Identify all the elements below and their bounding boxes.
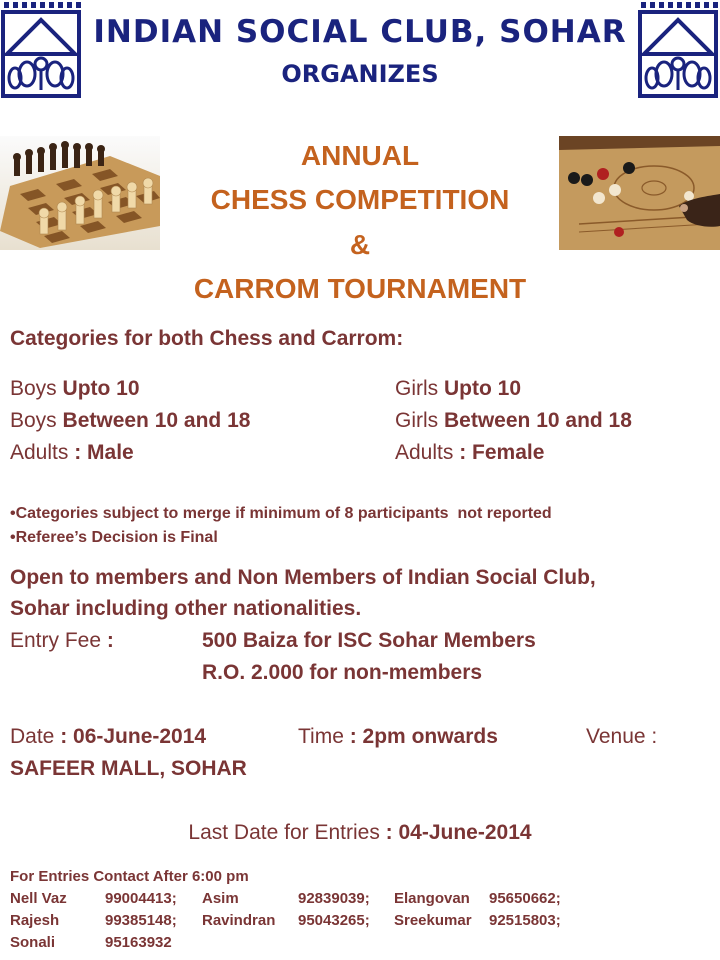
contact-phone: 99004413; [105,890,177,907]
note-merge: •Categories subject to merge if minimum of 8 participants not reported [10,505,552,522]
contact-phone: 99385148; [105,912,177,929]
time-label: Time [298,725,344,748]
contact-phone: 92515803; [489,912,561,929]
open-to-line1: Open to members and Non Members of Indian Social Club, [10,566,596,589]
contact-name: Sonali [10,934,56,951]
category-value: : Female [459,441,545,464]
category-value: Upto 10 [444,377,522,400]
category-adults-male [10,441,134,465]
club-title: INDIAN SOCIAL CLUB, SOHAR [93,14,627,50]
category-value: Between 10 and 18 [444,409,632,432]
category-prefix: Boys [10,409,63,432]
categories-heading: Categories for both Chess and Carrom: [10,327,404,350]
venue-value: SAFEER MALL, SOHAR [10,757,247,780]
category-adults-female [395,441,544,465]
contact-phone: 95043265; [298,912,370,929]
note-referee: •Referee’s Decision is Final [10,529,218,546]
category-boys-upto-10 [10,377,140,401]
fee-non-members: R.O. 2.000 for non-members [202,661,483,684]
last-date-entries [0,821,720,845]
category-boys-10-18 [10,409,250,433]
carrom-board-image [559,136,720,250]
category-prefix: Boys [10,377,63,400]
category-prefix: Girls [395,377,444,400]
contacts-heading: For Entries Contact After 6:00 pm [10,868,249,885]
headline-carrom: CARROM TOURNAMENT [193,273,527,304]
contact-phone: 92839039; [298,890,370,907]
category-girls-10-18 [395,409,632,433]
entry-fee-label [10,629,114,653]
date-value: : 06-June-2014 [54,725,207,748]
last-date-value: : 04-June-2014 [379,821,532,844]
headline-ampersand: & [349,229,371,260]
contact-name: Rajesh [10,912,60,929]
date-label: Date [10,725,55,748]
headline-chess: CHESS COMPETITION [210,184,510,215]
time-value: : 2pm onwards [343,725,498,748]
contact-name: Asim [202,890,239,907]
venue-label-text: Venue : [586,725,658,748]
category-prefix: Adults [395,441,460,464]
category-value: : Male [74,441,134,464]
open-to-line2: Sohar including other nationalities. [10,597,362,620]
last-date-label: Last Date for Entries [188,821,380,844]
category-prefix: Adults [10,441,75,464]
contact-name: Ravindran [202,912,276,929]
contact-phone: 95650662; [489,890,561,907]
fee-members: 500 Baiza for ISC Sohar Members [202,629,536,652]
venue-label [586,725,657,749]
category-girls-upto-10 [395,377,521,401]
headline-annual: ANNUAL [300,140,420,171]
organizes-subtitle: ORGANIZES [281,60,439,88]
contact-name: Elangovan [394,890,470,907]
category-prefix: Girls [395,409,444,432]
category-value: Between 10 and 18 [62,409,251,432]
chess-board-image [0,136,160,250]
entry-fee-colon: : [101,629,114,652]
event-date [10,725,206,749]
entry-fee-text: Entry Fee [10,629,102,652]
event-time [298,725,498,749]
category-value: Upto 10 [62,377,140,400]
contact-name: Sreekumar [394,912,472,929]
contact-name: Nell Vaz [10,890,67,907]
contact-phone: 95163932 [105,934,172,951]
